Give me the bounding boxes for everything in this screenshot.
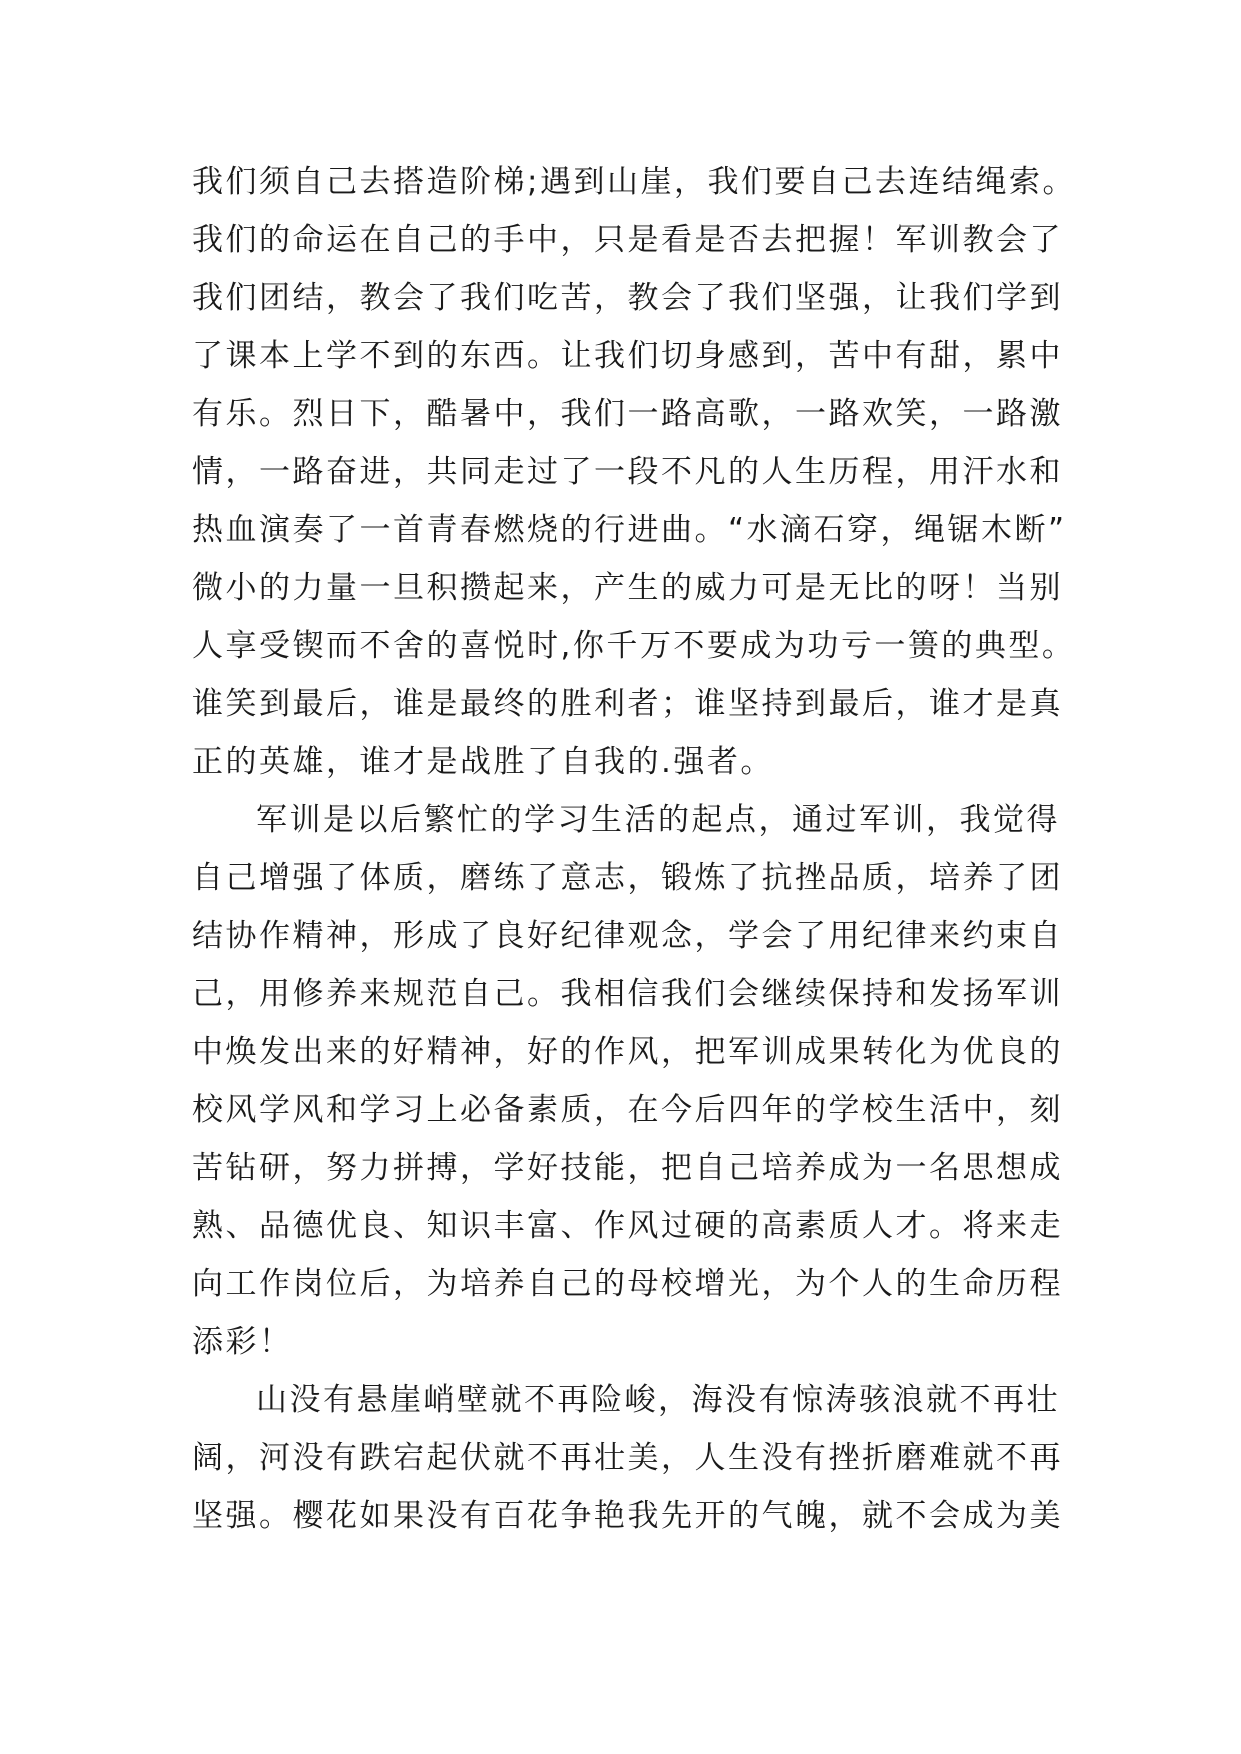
text-line: 向工作岗位后，为培养自己的母校增光，为个人的生命历程	[192, 1266, 1063, 1302]
text-line: 自己增强了体质，磨练了意志，锻炼了抗挫品质，培养了团	[192, 860, 1063, 896]
text-line: 己，用修养来规范自己。我相信我们会继续保持和发扬军训	[192, 976, 1063, 1012]
text-line: 热血演奏了一首青春燃烧的行进曲。“水滴石穿，绳锯木断”	[192, 512, 1067, 548]
text-line: 情，一路奋进，共同走过了一段不凡的人生历程，用汗水和	[192, 454, 1063, 490]
body-text	[192, 153, 1076, 1545]
text-line: 校风学风和学习上必备素质，在今后四年的学校生活中，刻	[192, 1092, 1063, 1128]
text-line: 添彩！	[192, 1324, 293, 1360]
text-line: 人享受锲而不舍的喜悦时,你千万不要成为功亏一篑的典型。	[192, 628, 1076, 664]
text-line: 中焕发出来的好精神，好的作风，把军训成果转化为优良的	[192, 1034, 1063, 1070]
text-line: 我们须自己去搭造阶梯;遇到山崖，我们要自己去连结绳索。	[192, 164, 1076, 200]
text-line: 苦钻研，努力拼搏，学好技能，把自己培养成为一名思想成	[192, 1150, 1063, 1186]
text-line: 微小的力量一旦积攒起来，产生的威力可是无比的呀！当别	[192, 570, 1063, 606]
text-line: 正的英雄，谁才是战胜了自我的.强者。	[192, 744, 774, 780]
text-line: 阔，河没有跌宕起伏就不再壮美，人生没有挫折磨难就不再	[192, 1440, 1063, 1476]
paragraph	[192, 153, 1076, 791]
text-line: 了课本上学不到的东西。让我们切身感到，苦中有甜，累中	[192, 338, 1063, 374]
text-line: 我们的命运在自己的手中，只是看是否去把握！军训教会了	[192, 222, 1063, 258]
text-line: 军训是以后繁忙的学习生活的起点，通过军训，我觉得	[256, 802, 1060, 838]
text-line: 熟、品德优良、知识丰富、作风过硬的高素质人才。将来走	[192, 1208, 1063, 1244]
text-line: 结协作精神，形成了良好纪律观念，学会了用纪律来约束自	[192, 918, 1063, 954]
text-line: 坚强。樱花如果没有百花争艳我先开的气魄，就不会成为美	[192, 1498, 1063, 1534]
text-line: 谁笑到最后，谁是最终的胜利者；谁坚持到最后，谁才是真	[192, 686, 1063, 722]
text-line: 我们团结，教会了我们吃苦，教会了我们坚强，让我们学到	[192, 280, 1063, 316]
text-line: 有乐。烈日下，酷暑中，我们一路高歌，一路欢笑，一路激	[192, 396, 1063, 432]
paragraph	[192, 1371, 1063, 1545]
text-line: 山没有悬崖峭壁就不再险峻，海没有惊涛骇浪就不再壮	[256, 1382, 1060, 1418]
paragraph	[192, 791, 1063, 1371]
